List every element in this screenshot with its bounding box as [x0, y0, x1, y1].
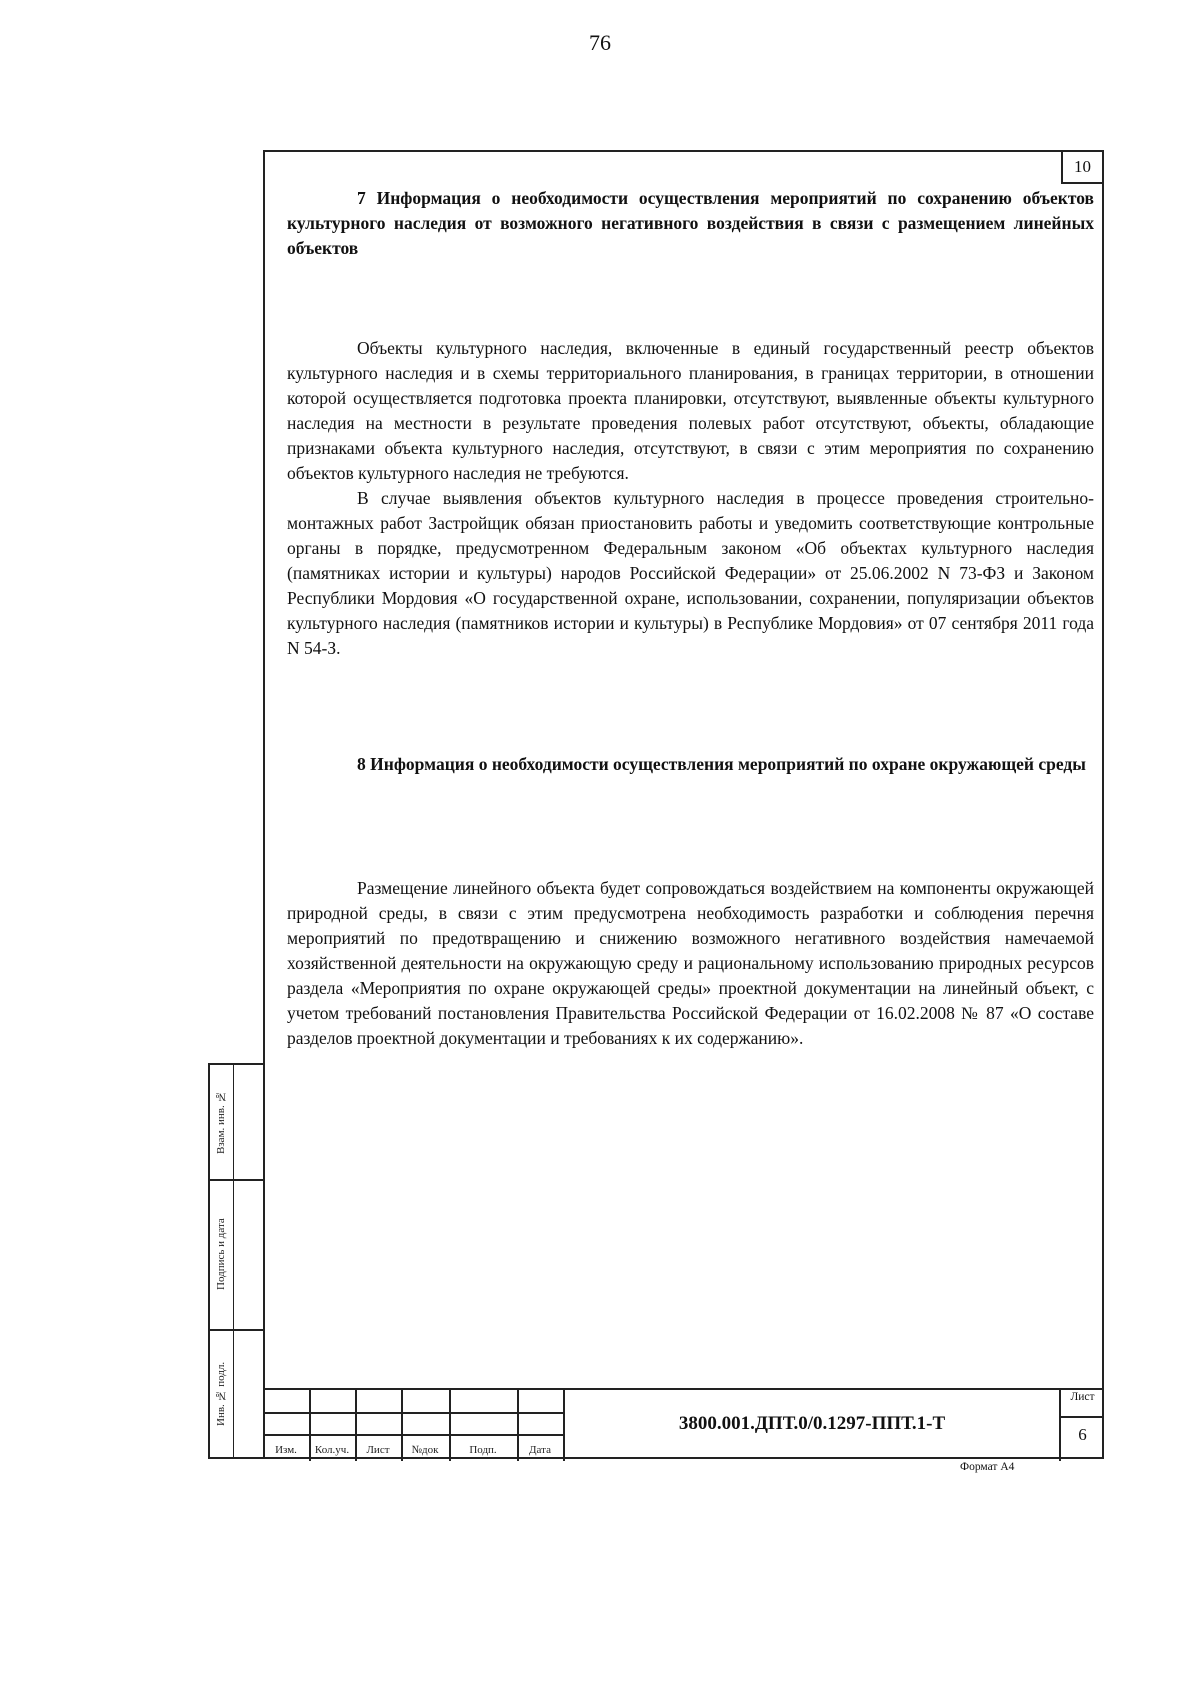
- section-7-body: [287, 336, 1094, 661]
- inv-podl-label: Инв. № подл.: [215, 1361, 227, 1427]
- document-code: 3800.001.ДПТ.0/0.1297-ППТ.1-Т: [678, 1413, 946, 1434]
- col-data: Дата: [529, 1444, 551, 1456]
- tb-rule: [1059, 1416, 1104, 1418]
- col-izm: Изм.: [275, 1444, 297, 1456]
- sheet-box: 10: [1061, 150, 1104, 184]
- format-label: Формат А4: [960, 1461, 1015, 1473]
- page-number: 76: [589, 30, 611, 55]
- vzam-inv-label: Взам. инв. №: [215, 1090, 227, 1154]
- list-number: 6: [1078, 1425, 1087, 1444]
- col-list: Лист: [366, 1444, 390, 1456]
- section-8-paragraph-1: Размещение линейного объекта будет сопровождаться воздействием на компоненты окружающей природной среды, в связи с этим предусмотрена необходимость разработки и соблюдения перечня мероприятий по предотвращению и снижению возможного негативного воздействия намечаемой хозяйственной деятельности на окружающую среду и рациональному использованию природных ресурсов раздела «Мероприятия по охране окружающей среды» проектной документации на линейный объект, с учетом требований постановления Правительства Российской Федерации от 16.02.2008 № 87 «О составе разделов проектной документации и требованиях к их содержанию».: [287, 878, 1094, 1048]
- section-7-paragraph-2: В случае выявления объектов культурного наследия в процессе проведения строительно-монтажных работ Застройщик обязан приостановить работы и уведомить соответствующие контрольные органы в порядке, предусмотренном Федеральным законом «Об объектах культурного наследия (памятниках истории и культуры) народов Российской Федерации» от 25.06.2002 N 73-ФЗ и Законом Республики Мордовия «О государственной охране, использовании, сохранении, популяризации объектов культурного наследия (памятников истории и культуры) в Республике Мордовия» от 07 сентября 2011 года N 54-З.: [287, 488, 1094, 658]
- list-label: Лист: [1070, 1391, 1095, 1403]
- col-kol-uch: Кол.уч.: [314, 1444, 350, 1456]
- section-7-heading: 7 Информация о необходимости осуществления мероприятий по сохранению объектов культурного наследия от возможного негативного воздействия в связи с размещением линейных объектов: [287, 188, 1094, 258]
- podpis-data-label: Подпись и дата: [215, 1218, 227, 1290]
- section-8-heading: 8 Информация о необходимости осуществления мероприятий по охране окружающей среды: [357, 754, 1086, 774]
- section-7-paragraph-1: Объекты культурного наследия, включенные в единый государственный реестр объектов культурного наследия и в схемы территориального планирования, в границах территории, в отношении которой осуществляется подготовка проекта планировки, отсутствуют, выявленные объекты культурного наследия на местности в результате проведения полевых работ отсутствуют, объекты, обладающие признаками объекта культурного наследия, отсутствуют, в связи с этим мероприятия по сохранению объектов культурного наследия не требуются.: [287, 338, 1094, 483]
- side-stamp-strip: [208, 1063, 263, 1459]
- col-ndok: №док: [411, 1444, 439, 1456]
- col-podp: Подп.: [469, 1444, 497, 1456]
- section-8-body: [287, 876, 1094, 1051]
